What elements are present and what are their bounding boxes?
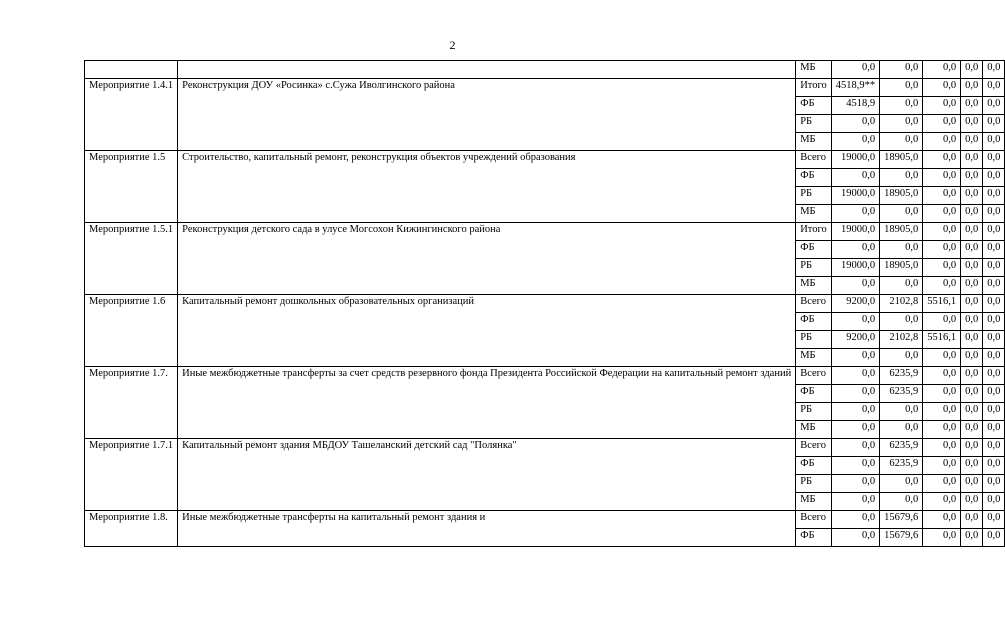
value-cell: 0,0 [880,97,923,115]
value-cell: 0,0 [880,421,923,439]
value-cell: 0,0 [831,133,879,151]
value-cell: 0,0 [831,439,879,457]
value-cell: 0,0 [961,151,983,169]
value-cell: 19000,0 [831,223,879,241]
value-cell: 0,0 [880,133,923,151]
value-cell: 0,0 [923,205,961,223]
value-cell: 0,0 [983,79,1005,97]
value-cell: 0,0 [923,529,961,547]
value-cell: 0,0 [961,511,983,529]
value-cell: 15679,6 [880,529,923,547]
value-cell: 0,0 [983,187,1005,205]
value-cell: 0,0 [923,349,961,367]
source-cell: РБ [796,331,832,349]
value-cell: 18905,0 [880,151,923,169]
value-cell: 6235,9 [880,385,923,403]
value-cell: 0,0 [961,277,983,295]
value-cell: 0,0 [831,349,879,367]
value-cell: 0,0 [961,403,983,421]
value-cell: 9200,0 [831,331,879,349]
value-cell: 0,0 [983,331,1005,349]
value-cell: 19000,0 [831,259,879,277]
table-row [85,367,1005,385]
value-cell: 0,0 [961,295,983,313]
source-cell: ФБ [796,529,832,547]
value-cell: 4518,9 [831,97,879,115]
event-description-cell: Строительство, капитальный ремонт, реконструкция объектов учреждений образования [178,151,796,223]
value-cell: 0,0 [880,115,923,133]
value-cell: 0,0 [983,439,1005,457]
value-cell: 0,0 [831,403,879,421]
value-cell: 0,0 [923,367,961,385]
value-cell: 0,0 [923,241,961,259]
value-cell: 0,0 [923,259,961,277]
table-row [85,511,1005,529]
value-cell: 0,0 [983,223,1005,241]
value-cell: 0,0 [880,169,923,187]
source-cell: РБ [796,403,832,421]
value-cell: 0,0 [831,313,879,331]
event-description-cell: Иные межбюджетные трансферты за счет средств резервного фонда Президента Российской Федерации на капитальный ремонт зданий [178,367,796,439]
value-cell: 0,0 [923,385,961,403]
value-cell: 0,0 [880,79,923,97]
value-cell: 0,0 [961,115,983,133]
value-cell: 0,0 [961,133,983,151]
value-cell: 0,0 [880,403,923,421]
event-name-cell: Мероприятие 1.5.1 [85,223,178,295]
event-name-cell: Мероприятие 1.5 [85,151,178,223]
source-cell: ФБ [796,457,832,475]
value-cell: 0,0 [961,385,983,403]
value-cell: 0,0 [983,241,1005,259]
value-cell: 0,0 [983,277,1005,295]
source-cell: МБ [796,61,832,79]
value-cell: 0,0 [880,475,923,493]
value-cell: 0,0 [831,115,879,133]
value-cell: 0,0 [831,421,879,439]
value-cell: 0,0 [983,493,1005,511]
value-cell: 0,0 [831,511,879,529]
value-cell: 0,0 [923,169,961,187]
value-cell: 18905,0 [880,259,923,277]
value-cell: 5516,1 [923,331,961,349]
value-cell: 0,0 [961,187,983,205]
value-cell: 0,0 [961,61,983,79]
source-cell: РБ [796,475,832,493]
source-cell: Всего [796,151,832,169]
value-cell: 0,0 [923,133,961,151]
value-cell: 0,0 [983,61,1005,79]
value-cell: 0,0 [961,313,983,331]
event-name-cell: Мероприятие 1.7.1 [85,439,178,511]
source-cell: Всего [796,439,832,457]
value-cell: 0,0 [831,205,879,223]
value-cell: 0,0 [983,529,1005,547]
value-cell: 0,0 [961,421,983,439]
source-cell: ФБ [796,97,832,115]
value-cell: 6235,9 [880,367,923,385]
value-cell: 0,0 [923,403,961,421]
source-cell: МБ [796,349,832,367]
value-cell: 0,0 [983,511,1005,529]
source-cell: РБ [796,187,832,205]
value-cell: 0,0 [983,169,1005,187]
value-cell: 0,0 [983,349,1005,367]
value-cell: 0,0 [961,367,983,385]
value-cell: 0,0 [831,169,879,187]
value-cell: 0,0 [880,241,923,259]
value-cell: 2102,8 [880,295,923,313]
page-number: 2 [449,38,456,52]
value-cell: 6235,9 [880,457,923,475]
value-cell: 0,0 [983,133,1005,151]
value-cell: 2102,8 [880,331,923,349]
table-row [85,223,1005,241]
value-cell: 4518,9** [831,79,879,97]
value-cell: 0,0 [983,313,1005,331]
event-cell-empty [85,61,178,79]
value-cell: 5516,1 [923,295,961,313]
value-cell: 18905,0 [880,187,923,205]
source-cell: МБ [796,133,832,151]
value-cell: 0,0 [880,205,923,223]
value-cell: 0,0 [923,97,961,115]
value-cell: 15679,6 [880,511,923,529]
value-cell: 0,0 [961,205,983,223]
value-cell: 19000,0 [831,187,879,205]
budget-table [84,60,1005,547]
value-cell: 0,0 [961,241,983,259]
value-cell: 0,0 [961,529,983,547]
source-cell: Итого [796,79,832,97]
value-cell: 0,0 [831,367,879,385]
value-cell: 0,0 [923,151,961,169]
description-cell-empty [178,61,796,79]
event-description-cell: Реконструкция ДОУ «Росинка» с.Сужа Иволгинского района [178,79,796,151]
value-cell: 0,0 [961,457,983,475]
value-cell: 0,0 [831,529,879,547]
value-cell: 0,0 [983,97,1005,115]
value-cell: 0,0 [923,493,961,511]
source-cell: МБ [796,493,832,511]
event-description-cell: Реконструкция детского сада в улусе Могсохон Кижингинского района [178,223,796,295]
value-cell: 19000,0 [831,151,879,169]
source-cell: ФБ [796,385,832,403]
table-row [85,295,1005,313]
value-cell: 0,0 [831,385,879,403]
value-cell: 0,0 [831,277,879,295]
source-cell: МБ [796,421,832,439]
source-cell: Всего [796,295,832,313]
source-cell: РБ [796,259,832,277]
value-cell: 0,0 [961,331,983,349]
value-cell: 0,0 [923,439,961,457]
value-cell: 0,0 [880,313,923,331]
value-cell: 9200,0 [831,295,879,313]
value-cell: 6235,9 [880,439,923,457]
value-cell: 0,0 [880,493,923,511]
source-cell: РБ [796,115,832,133]
value-cell: 0,0 [831,493,879,511]
value-cell: 0,0 [880,349,923,367]
event-name-cell: Мероприятие 1.6 [85,295,178,367]
source-cell: Всего [796,511,832,529]
value-cell: 18905,0 [880,223,923,241]
value-cell: 0,0 [923,115,961,133]
value-cell: 0,0 [923,187,961,205]
source-cell: МБ [796,277,832,295]
value-cell: 0,0 [831,457,879,475]
value-cell: 0,0 [880,61,923,79]
source-cell: ФБ [796,313,832,331]
value-cell: 0,0 [880,277,923,295]
value-cell: 0,0 [961,97,983,115]
value-cell: 0,0 [831,475,879,493]
value-cell: 0,0 [923,475,961,493]
value-cell: 0,0 [961,259,983,277]
value-cell: 0,0 [961,475,983,493]
event-name-cell: Мероприятие 1.7. [85,367,178,439]
value-cell: 0,0 [983,385,1005,403]
value-cell: 0,0 [923,313,961,331]
event-description-cell: Капитальный ремонт здания МБДОУ Ташеланский детский сад "Полянка" [178,439,796,511]
event-name-cell: Мероприятие 1.8. [85,511,178,547]
value-cell: 0,0 [961,349,983,367]
value-cell: 0,0 [923,511,961,529]
value-cell: 0,0 [983,475,1005,493]
event-description-cell: Капитальный ремонт дошкольных образовательных организаций [178,295,796,367]
value-cell: 0,0 [831,61,879,79]
value-cell: 0,0 [961,169,983,187]
table-row [85,439,1005,457]
value-cell: 0,0 [983,295,1005,313]
value-cell: 0,0 [983,367,1005,385]
value-cell: 0,0 [961,79,983,97]
value-cell: 0,0 [961,223,983,241]
table-row [85,79,1005,97]
value-cell: 0,0 [831,241,879,259]
value-cell: 0,0 [983,421,1005,439]
value-cell: 0,0 [983,403,1005,421]
value-cell: 0,0 [923,61,961,79]
source-cell: ФБ [796,169,832,187]
value-cell: 0,0 [961,493,983,511]
source-cell: Итого [796,223,832,241]
value-cell: 0,0 [983,115,1005,133]
value-cell: 0,0 [923,223,961,241]
value-cell: 0,0 [961,439,983,457]
value-cell: 0,0 [923,79,961,97]
value-cell: 0,0 [923,457,961,475]
event-description-cell: Иные межбюджетные трансферты на капитальный ремонт здания и [178,511,796,547]
value-cell: 0,0 [923,277,961,295]
value-cell: 0,0 [983,205,1005,223]
source-cell: МБ [796,205,832,223]
event-name-cell: Мероприятие 1.4.1 [85,79,178,151]
value-cell: 0,0 [923,421,961,439]
source-cell: Всего [796,367,832,385]
source-cell: ФБ [796,241,832,259]
table-row [85,151,1005,169]
value-cell: 0,0 [983,457,1005,475]
table-body [85,61,1005,547]
value-cell: 0,0 [983,259,1005,277]
table-row [85,61,1005,79]
value-cell: 0,0 [983,151,1005,169]
